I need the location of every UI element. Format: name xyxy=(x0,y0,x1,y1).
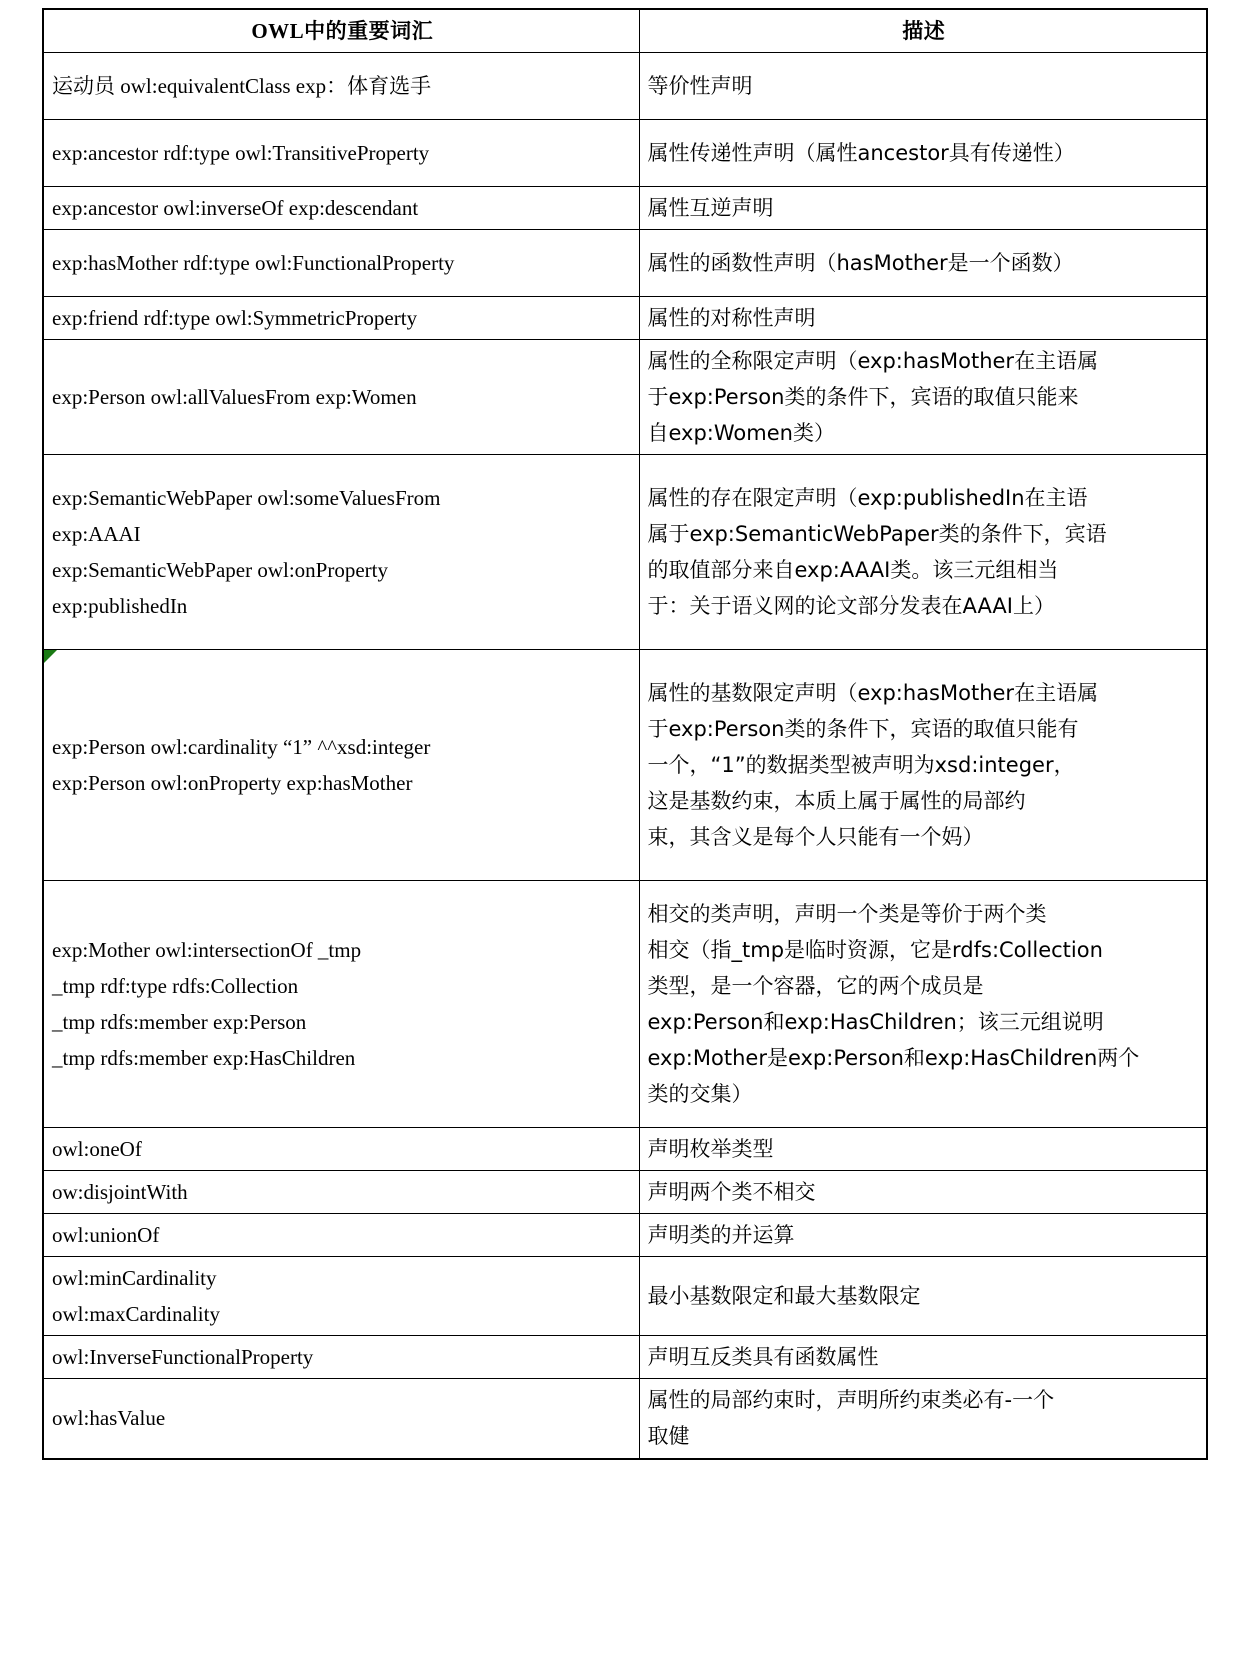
term-line: _tmp rdfs:member exp:Person xyxy=(52,1010,307,1035)
term-line: _tmp rdf:type rdfs:Collection xyxy=(52,974,299,999)
description-line: 相交（指_tmp是临时资源，它是rdfs:Collection xyxy=(647,938,1103,963)
term-line: _tmp rdfs:member exp:HasChildren xyxy=(52,1046,356,1071)
description-line: 声明类的并运算 xyxy=(647,1223,795,1248)
table-row xyxy=(43,120,1207,187)
cell-description xyxy=(639,120,1207,187)
term-line: exp:Mother owl:intersectionOf _tmp xyxy=(52,938,362,963)
description-line: 属性的全称限定声明（exp:hasMother在主语属 xyxy=(647,349,1099,374)
term-line: exp:friend rdf:type owl:SymmetricProperty xyxy=(52,306,418,331)
term-line: exp:publishedIn xyxy=(52,594,188,619)
cell-term xyxy=(43,1257,639,1336)
cell-term xyxy=(43,1128,639,1171)
cell-description xyxy=(639,1214,1207,1257)
cell-term xyxy=(43,53,639,120)
description-line: 自exp:Women类） xyxy=(647,421,835,446)
description-line: exp:Mother是exp:Person和exp:HasChildren两个 xyxy=(647,1046,1140,1071)
description-line: 属性的存在限定声明（exp:publishedIn在主语 xyxy=(647,486,1088,511)
term-line: 运动员 owl:equivalentClass exp：体育选手 xyxy=(52,74,432,99)
cell-term xyxy=(43,120,639,187)
table-body xyxy=(43,53,1207,1459)
description-line: 声明两个类不相交 xyxy=(647,1180,816,1205)
table-row xyxy=(43,1214,1207,1257)
term-line: owl:oneOf xyxy=(52,1137,142,1162)
description-line: 相交的类声明，声明一个类是等价于两个类 xyxy=(647,902,1047,927)
cell-term xyxy=(43,1379,639,1459)
cell-description xyxy=(639,53,1207,120)
description-line: 属性互逆声明 xyxy=(647,196,774,221)
table-row xyxy=(43,1379,1207,1459)
description-line: 于exp:Person类的条件下，宾语的取值只能来 xyxy=(647,385,1079,410)
cell-term xyxy=(43,1214,639,1257)
cell-description xyxy=(639,1171,1207,1214)
comment-marker-icon xyxy=(44,650,57,663)
description-line: 声明枚举类型 xyxy=(647,1137,774,1162)
description-line: 于：关于语义网的论文部分发表在AAAI上） xyxy=(647,594,1055,619)
cell-term xyxy=(43,455,639,650)
cell-term xyxy=(43,187,639,230)
term-line: owl:maxCardinality xyxy=(52,1302,220,1327)
term-line: exp:ancestor owl:inverseOf exp:descendant xyxy=(52,196,419,221)
term-line: exp:AAAI xyxy=(52,522,141,547)
table-row xyxy=(43,53,1207,120)
cell-term xyxy=(43,1171,639,1214)
term-line: owl:InverseFunctionalProperty xyxy=(52,1345,314,1370)
cell-description xyxy=(639,187,1207,230)
description-line: 最小基数限定和最大基数限定 xyxy=(647,1284,921,1309)
description-line: 声明互反类具有函数属性 xyxy=(647,1345,879,1370)
description-line: 属性的对称性声明 xyxy=(647,306,816,331)
table-row xyxy=(43,1171,1207,1214)
table-row xyxy=(43,881,1207,1128)
term-line: exp:Person owl:onProperty exp:hasMother xyxy=(52,771,413,796)
cell-description xyxy=(639,1257,1207,1336)
column-header-description: 描述 xyxy=(639,9,1207,53)
cell-description xyxy=(639,455,1207,650)
cell-description xyxy=(639,297,1207,340)
description-line: 一个，“1”的数据类型被声明为xsd:integer， xyxy=(647,753,1075,778)
table-row xyxy=(43,1336,1207,1379)
term-line: exp:hasMother rdf:type owl:FunctionalProperty xyxy=(52,251,455,276)
table-row xyxy=(43,230,1207,297)
cell-term xyxy=(43,881,639,1128)
description-line: 属性的基数限定声明（exp:hasMother在主语属 xyxy=(647,681,1099,706)
cell-description xyxy=(639,881,1207,1128)
term-line: owl:minCardinality xyxy=(52,1266,217,1291)
description-line: 属性传递性声明（属性ancestor具有传递性） xyxy=(647,141,1075,166)
term-line: ow:disjointWith xyxy=(52,1180,188,1205)
table-row xyxy=(43,297,1207,340)
description-line: 的取值部分来自exp:AAAI类。该三元组相当 xyxy=(647,558,1059,583)
table-row xyxy=(43,187,1207,230)
table-row xyxy=(43,1128,1207,1171)
description-line: 属性的函数性声明（hasMother是一个函数） xyxy=(647,251,1074,276)
table-row xyxy=(43,340,1207,455)
term-line: owl:unionOf xyxy=(52,1223,160,1248)
description-line: 取健 xyxy=(647,1424,690,1449)
term-line: exp:ancestor rdf:type owl:TransitiveProperty xyxy=(52,141,430,166)
description-line: 这是基数约束，本质上属于属性的局部约 xyxy=(647,789,1026,814)
cell-description xyxy=(639,650,1207,881)
cell-term xyxy=(43,297,639,340)
description-line: 属性的局部约束时，声明所约束类必有-一个 xyxy=(647,1388,1055,1413)
term-line: exp:Person owl:allValuesFrom exp:Women xyxy=(52,385,417,410)
description-line: 束，其含义是每个人只能有一个妈） xyxy=(647,825,984,850)
description-line: 类的交集） xyxy=(647,1082,753,1107)
description-line: 等价性声明 xyxy=(647,74,753,99)
cell-term xyxy=(43,650,639,881)
cell-term xyxy=(43,340,639,455)
term-line: owl:hasValue xyxy=(52,1406,166,1431)
cell-term xyxy=(43,1336,639,1379)
description-line: 属于exp:SemanticWebPaper类的条件下，宾语 xyxy=(647,522,1107,547)
cell-description xyxy=(639,1379,1207,1459)
description-line: exp:Person和exp:HasChildren；该三元组说明 xyxy=(647,1010,1104,1035)
cell-description xyxy=(639,1128,1207,1171)
table-header xyxy=(43,9,1207,53)
column-header-term: OWL中的重要词汇 xyxy=(43,9,639,53)
table-row xyxy=(43,455,1207,650)
description-line: 类型，是一个容器，它的两个成员是 xyxy=(647,974,984,999)
table-row xyxy=(43,1257,1207,1336)
cell-description xyxy=(639,340,1207,455)
cell-term xyxy=(43,230,639,297)
term-line: exp:SemanticWebPaper owl:onProperty xyxy=(52,558,388,583)
description-line: 于exp:Person类的条件下，宾语的取值只能有 xyxy=(647,717,1079,742)
term-line: exp:SemanticWebPaper owl:someValuesFrom xyxy=(52,486,441,511)
table-row xyxy=(43,650,1207,881)
term-line: exp:Person owl:cardinality “1” ^^xsd:integer xyxy=(52,735,431,760)
header-row xyxy=(43,9,1207,53)
owl-vocabulary-table xyxy=(42,8,1208,1460)
cell-description xyxy=(639,230,1207,297)
cell-description xyxy=(639,1336,1207,1379)
